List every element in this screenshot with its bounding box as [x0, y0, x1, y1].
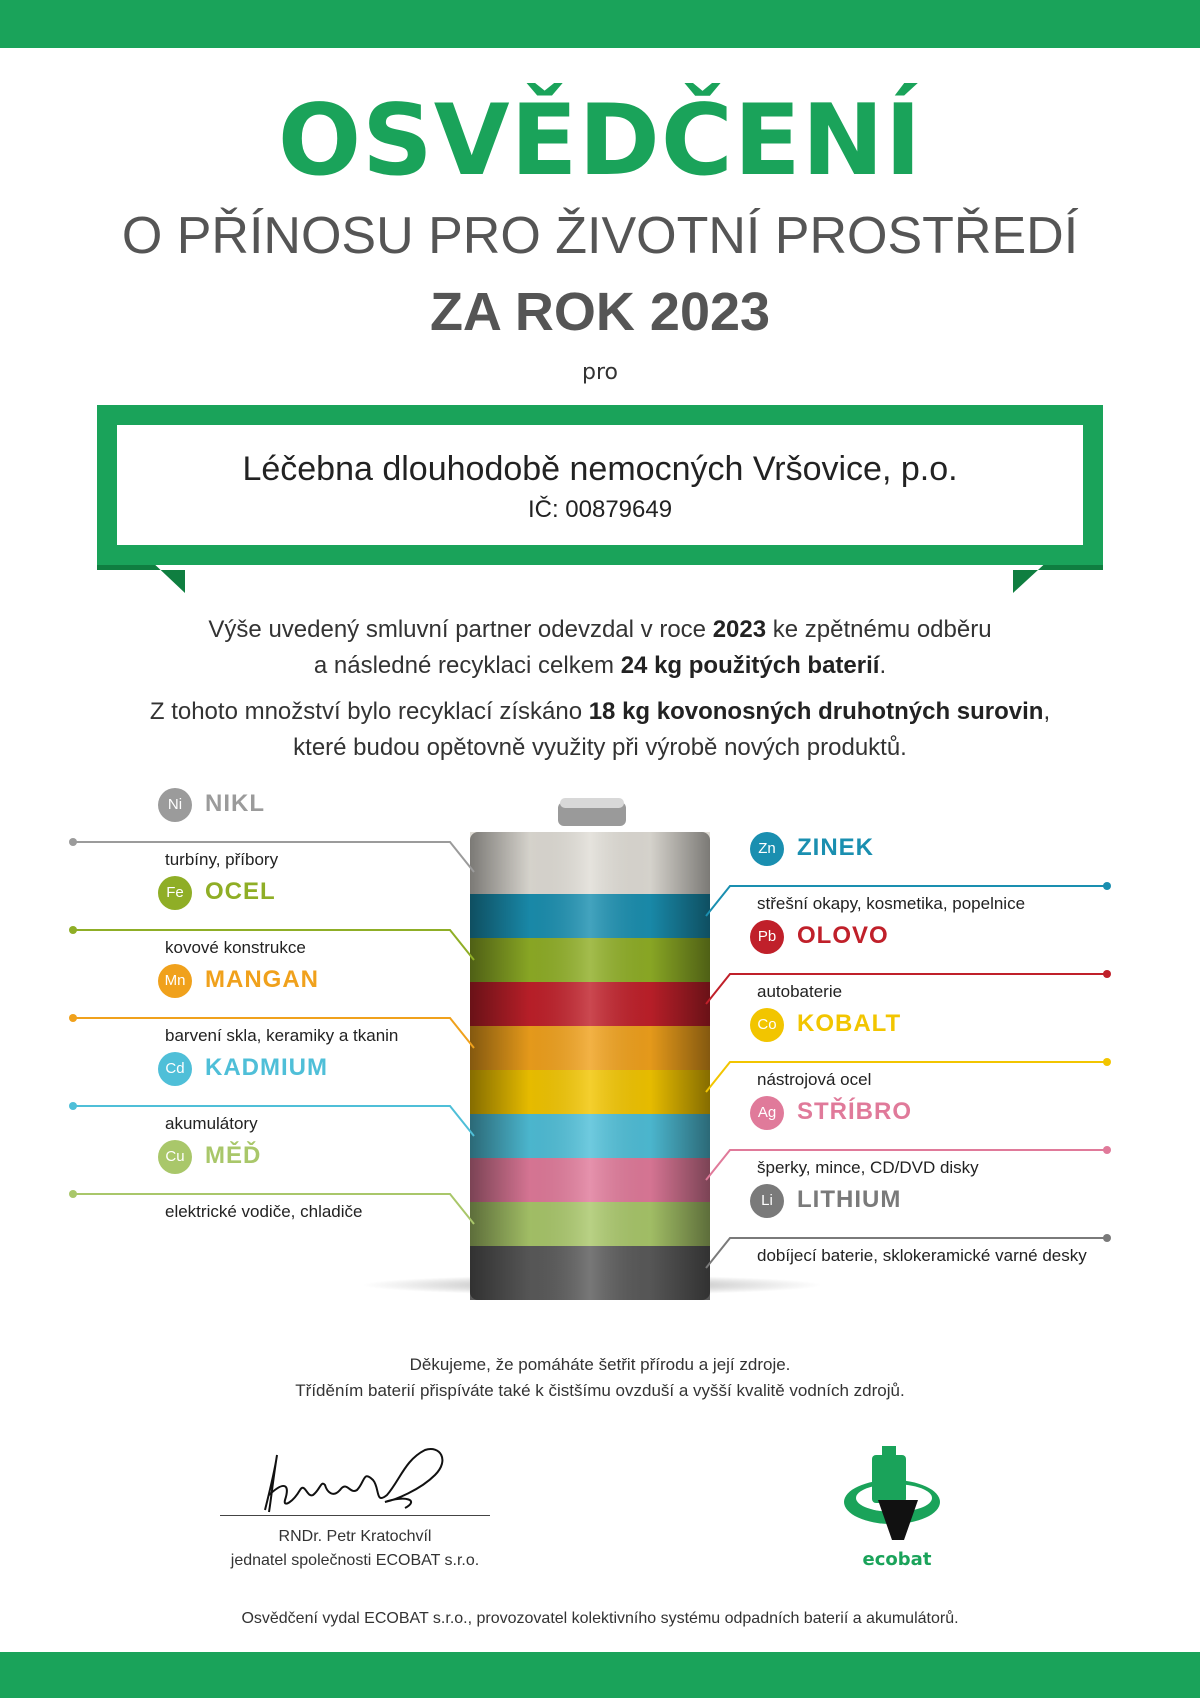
- element-name-zn: ZINEK: [797, 834, 874, 861]
- signature-image: [255, 1440, 455, 1520]
- issuer-footer: Osvědčení vydal ECOBAT s.r.o., provozovatel kolektivního systému odpadních baterií a akumulátorů.: [241, 1610, 959, 1627]
- connector-dot-cu: [69, 1190, 77, 1198]
- connector-dot-cd: [69, 1102, 77, 1110]
- signature-line: [220, 1515, 490, 1516]
- element-badge-zn: Zn: [750, 832, 784, 866]
- certificate-title: OSVĚDČENÍ: [277, 84, 923, 198]
- element-badge-fe: Fe: [158, 876, 192, 910]
- logo-text: ecobat: [862, 1549, 932, 1570]
- element-name-cu: MĚĎ: [205, 1142, 262, 1169]
- element-use-fe: kovové konstrukce: [165, 938, 306, 957]
- element-badge-pb: Pb: [750, 920, 784, 954]
- element-use-co: nástrojová ocel: [757, 1070, 872, 1089]
- element-use-zn: střešní okapy, kosmetika, popelnice: [757, 894, 1026, 913]
- element-badge-cu: Cu: [158, 1140, 192, 1174]
- element-use-ag: šperky, mince, CD/DVD disky: [757, 1158, 979, 1177]
- signatory-name: RNDr. Petr Kratochvíl: [278, 1528, 432, 1545]
- element-name-mn: MANGAN: [205, 966, 319, 993]
- statement-line-1: Výše uvedený smluvní partner odevzdal v roce 2023 ke zpětnému odběru: [208, 616, 992, 643]
- signatory-role: jednatel společnosti ECOBAT s.r.o.: [230, 1552, 480, 1569]
- element-name-ni: NIKL: [205, 790, 265, 817]
- element-badge-ag: Ag: [750, 1096, 784, 1130]
- statement-line-3: Z tohoto množství bylo recyklací získáno 18 kg kovonosných druhotných surovin,: [149, 698, 1051, 725]
- for-label: pro: [582, 360, 618, 385]
- connector-dot-fe: [69, 926, 77, 934]
- element-name-pb: OLOVO: [797, 922, 889, 949]
- connector-dot-li: [1103, 1234, 1111, 1242]
- element-badge-li: Li: [750, 1184, 784, 1218]
- thanks-line-1: Děkujeme, že pomáháte šetřit přírodu a její zdroje.: [409, 1355, 791, 1374]
- certificate-subtitle: O PŘÍNOSU PRO ŽIVOTNÍ PROSTŘEDÍ: [121, 207, 1079, 265]
- statement-line-2: a následné recyklaci celkem 24 kg použitých baterií.: [313, 652, 887, 679]
- element-use-li: dobíjecí baterie, sklokeramické varné desky: [757, 1246, 1087, 1265]
- element-name-ag: STŘÍBRO: [797, 1098, 912, 1125]
- element-use-pb: autobaterie: [757, 982, 843, 1001]
- element-name-fe: OCEL: [205, 878, 276, 905]
- element-badge-mn: Mn: [158, 964, 192, 998]
- connector-dot-ni: [69, 838, 77, 846]
- element-badge-ni: Ni: [158, 788, 192, 822]
- element-name-co: KOBALT: [797, 1010, 902, 1037]
- connector-dot-zn: [1103, 882, 1111, 890]
- connector-dot-ag: [1103, 1146, 1111, 1154]
- element-name-li: LITHIUM: [797, 1186, 902, 1213]
- element-use-mn: barvení skla, keramiky a tkanin: [165, 1026, 399, 1045]
- statement-line-4: které budou opětovně využity při výrobě nových produktů.: [293, 734, 907, 761]
- recipient-name: Léčebna dlouhodobě nemocných Vršovice, p.o.: [242, 450, 958, 488]
- connector-dot-mn: [69, 1014, 77, 1022]
- ecobat-logo: [842, 1440, 952, 1570]
- battery-body: [470, 798, 710, 1300]
- top-green-band: [0, 0, 1200, 48]
- element-use-cd: akumulátory: [165, 1114, 258, 1133]
- connector-dot-pb: [1103, 970, 1111, 978]
- element-use-cu: elektrické vodiče, chladiče: [165, 1202, 363, 1221]
- certificate-year: ZA ROK 2023: [429, 282, 771, 342]
- logo-battery: [872, 1455, 906, 1503]
- element-use-ni: turbíny, příbory: [165, 850, 279, 869]
- element-badge-cd: Cd: [158, 1052, 192, 1086]
- element-badge-co: Co: [750, 1008, 784, 1042]
- connector-dot-co: [1103, 1058, 1111, 1066]
- connector-line-cd: [73, 1106, 474, 1136]
- battery-diagram: [0, 790, 1200, 1350]
- recipient-ico: IČ: 00879649: [527, 496, 673, 523]
- bottom-green-band: [0, 1652, 1200, 1698]
- thanks-line-2: Tříděním baterií přispíváte také k čistšímu ovzduší a vyšší kvalitě vodních zdrojů.: [295, 1381, 905, 1400]
- element-name-cd: KADMIUM: [205, 1054, 328, 1081]
